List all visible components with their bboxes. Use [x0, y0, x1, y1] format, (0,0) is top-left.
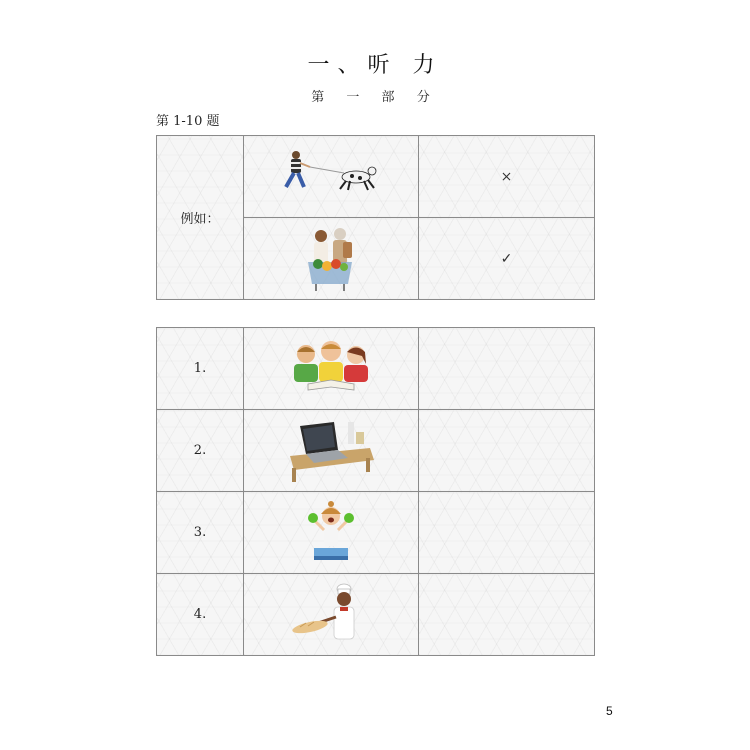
question-number-cell: [157, 410, 244, 492]
chef-with-bread-icon: [288, 583, 374, 647]
answer-cell: [419, 328, 595, 410]
picture-cell: [244, 574, 419, 656]
picture-cell: [244, 328, 419, 410]
picture-cell: [244, 492, 419, 574]
picture-cell: [244, 218, 419, 300]
answer-cell: [419, 136, 595, 218]
section-subtitle: 第 一 部 分: [311, 90, 439, 105]
answer-cell: [419, 574, 595, 656]
question-range: 第 1-10 题: [156, 114, 220, 129]
answer-cell: [419, 218, 595, 300]
question-row: [157, 492, 595, 574]
picture-cell: [244, 136, 419, 218]
check-mark: ✓: [500, 250, 513, 267]
question-row: [157, 328, 595, 410]
girl-with-green-painted-hands-icon: [306, 500, 356, 566]
picture-cell: [244, 410, 419, 492]
man-running-with-dog-icon: [276, 147, 386, 207]
question-number: 3.: [193, 525, 207, 540]
question-number-cell: [157, 492, 244, 574]
cross-mark: ×: [500, 168, 513, 185]
three-children-reading-book-icon: [286, 340, 376, 398]
answer-cell: [419, 410, 595, 492]
example-label: 例如：: [180, 212, 220, 227]
question-number-cell: [157, 574, 244, 656]
question-row: [157, 410, 595, 492]
page-number: 5: [606, 704, 613, 718]
section-title: 一、听 力: [307, 53, 443, 78]
questions-table: [156, 327, 595, 656]
laptop-on-desk-icon: [286, 418, 376, 484]
answer-cell: [419, 492, 595, 574]
example-table: [156, 135, 595, 300]
question-number: 1.: [193, 361, 207, 376]
example-row: [157, 136, 595, 218]
question-number: 2.: [193, 443, 207, 458]
couple-with-grocery-cart-icon: [296, 224, 366, 294]
example-label-cell: [157, 136, 244, 300]
question-row: [157, 574, 595, 656]
question-number-cell: [157, 328, 244, 410]
question-number: 4.: [193, 607, 207, 622]
